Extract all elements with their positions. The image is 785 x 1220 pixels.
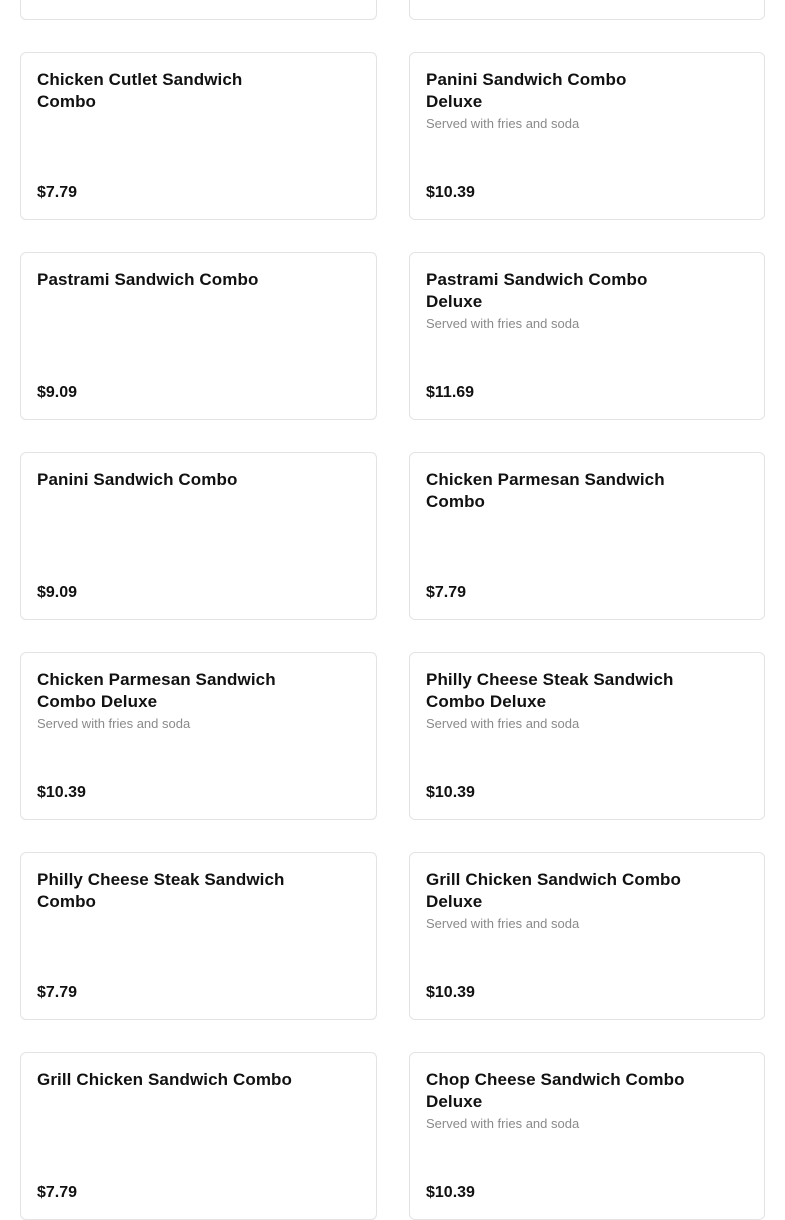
menu-item-name: Chicken Cutlet Sandwich Combo — [37, 70, 243, 111]
menu-item-price: $10.39 — [426, 984, 475, 1001]
menu-item-name: Panini Sandwich Combo Deluxe — [426, 70, 627, 111]
menu-item-price: $9.09 — [37, 384, 78, 401]
menu-item-card[interactable] — [20, 452, 377, 620]
menu-item-card[interactable] — [409, 852, 765, 1020]
menu-item-name: Chop Cheese Sandwich Combo Deluxe — [426, 1070, 685, 1111]
menu-item-price: $7.79 — [426, 584, 467, 601]
menu-item-price: $10.39 — [37, 784, 86, 801]
menu-item-name: Philly Cheese Steak Sandwich Combo Deluxe — [426, 670, 674, 711]
menu-item-card[interactable] — [20, 252, 377, 420]
menu-item-card[interactable] — [20, 52, 377, 220]
menu-item-name: Grill Chicken Sandwich Combo — [37, 1070, 293, 1089]
menu-item-name: Philly Cheese Steak Sandwich Combo — [37, 870, 285, 911]
menu-item-price: $11.69 — [426, 384, 475, 401]
menu-item-price — [37, 0, 46, 3]
menu-item-price — [426, 0, 435, 3]
menu-item-description: Served with fries and soda — [426, 916, 580, 931]
menu-item-price: $10.39 — [426, 184, 475, 201]
menu-item-name: Panini Sandwich Combo — [37, 470, 238, 489]
menu-item-name: Pastrami Sandwich Combo — [37, 270, 259, 289]
menu-item-description: Served with fries and soda — [37, 716, 191, 731]
menu-item-price: $7.79 — [37, 984, 78, 1001]
menu-item-description: Served with fries and soda — [426, 716, 580, 731]
menu-item-card[interactable] — [409, 52, 765, 220]
menu-item-card[interactable] — [20, 1052, 377, 1220]
menu-item-price: $7.79 — [37, 1184, 78, 1201]
menu-item-card[interactable] — [409, 1052, 765, 1220]
menu-item-card[interactable] — [409, 452, 765, 620]
menu-item-name: Pastrami Sandwich Combo Deluxe — [426, 270, 648, 311]
menu-item-card[interactable] — [409, 252, 765, 420]
menu-item-price: $9.09 — [37, 584, 78, 601]
menu-grid — [20, 0, 765, 1220]
menu-item-card[interactable] — [409, 652, 765, 820]
menu-item-name: Grill Chicken Sandwich Combo Deluxe — [426, 870, 682, 911]
menu-item-price: $10.39 — [426, 784, 475, 801]
menu-item-description: Served with fries and soda — [426, 1116, 580, 1131]
menu-item-card[interactable] — [20, 0, 377, 20]
menu-item-price: $10.39 — [426, 1184, 475, 1201]
menu-item-price: $7.79 — [37, 184, 78, 201]
menu-item-name: Chicken Parmesan Sandwich Combo Deluxe — [37, 670, 276, 711]
menu-item-description: Served with fries and soda — [426, 116, 580, 131]
menu-item-card[interactable] — [20, 652, 377, 820]
menu-item-card[interactable] — [409, 0, 765, 20]
menu-item-name: Chicken Parmesan Sandwich Combo — [426, 470, 665, 511]
menu-item-card[interactable] — [20, 852, 377, 1020]
menu-item-description: Served with fries and soda — [426, 316, 580, 331]
